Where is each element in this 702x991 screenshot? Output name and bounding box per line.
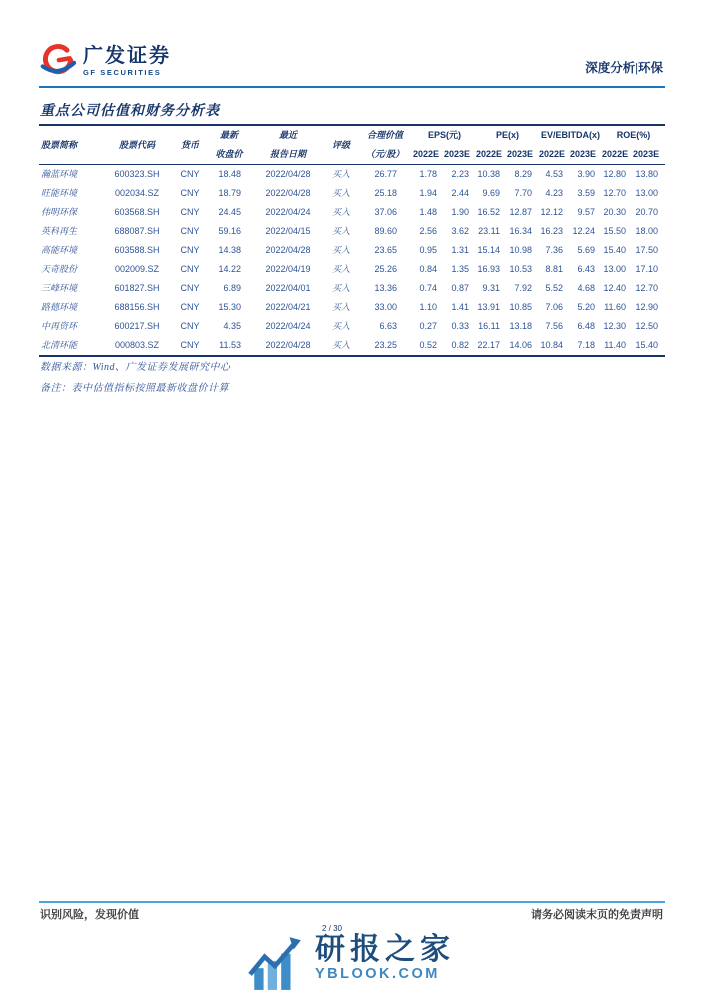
roe-2023e-value: 18.00 bbox=[635, 226, 659, 236]
fair-value: 13.36 bbox=[374, 283, 397, 293]
currency-value: CNY bbox=[180, 321, 200, 331]
eps-2022e-value: 1.48 bbox=[419, 207, 437, 217]
table-row bbox=[39, 279, 665, 298]
rating-value: 买入 bbox=[331, 302, 350, 312]
roe-2023e-value: 13.00 bbox=[635, 188, 659, 198]
pe-2022e-value: 16.52 bbox=[477, 207, 501, 217]
rating-value: 买入 bbox=[331, 245, 350, 255]
stock-name: 英科再生 bbox=[41, 226, 78, 236]
table-header bbox=[39, 125, 665, 165]
col-header-close-price bbox=[207, 125, 251, 165]
close-price-value: 14.22 bbox=[218, 264, 241, 274]
report-date-value: 2022/04/24 bbox=[265, 207, 311, 217]
stock-code: 002034.SZ bbox=[114, 188, 160, 198]
roe-2022e-value: 12.70 bbox=[603, 188, 627, 198]
footer-divider-rule bbox=[39, 901, 665, 903]
pe-2022e-value: 16.93 bbox=[477, 264, 501, 274]
stock-code: 600323.SH bbox=[101, 165, 173, 185]
pe-2023e-value: 10.53 bbox=[509, 264, 533, 274]
rating-value: 买入 bbox=[331, 321, 350, 331]
brand-logo bbox=[40, 43, 171, 79]
roe-2023e-value: 12.90 bbox=[635, 302, 659, 312]
close-price-value: 11.53 bbox=[219, 340, 241, 350]
valuation-table bbox=[39, 124, 665, 357]
table-row bbox=[39, 317, 665, 336]
eps-2023e-value: 3.62 bbox=[451, 226, 470, 236]
ev-ebitda-2023e-value: 4.68 bbox=[577, 283, 596, 293]
pe-2023e-value: 10.98 bbox=[509, 245, 533, 255]
roe-2022e-value: 20.30 bbox=[603, 207, 627, 217]
pe-2022e-value: 23.11 bbox=[478, 226, 501, 236]
eps-2022e-value: 0.84 bbox=[419, 264, 437, 274]
currency-value: CNY bbox=[180, 245, 200, 255]
stock-name: 天奇股份 bbox=[41, 264, 78, 274]
stock-code: 002009.SZ bbox=[114, 264, 160, 274]
roe-2023e-value: 20.70 bbox=[635, 207, 659, 217]
roe-2022e-value: 12.30 bbox=[603, 321, 627, 331]
rating-value: 买入 bbox=[331, 188, 350, 198]
watermark bbox=[0, 933, 702, 990]
watermark-name-en: YBLOOK.COM bbox=[315, 966, 440, 982]
table-title: 重点公司估值和财务分析表 bbox=[40, 104, 220, 119]
table-body bbox=[39, 165, 665, 357]
currency-value: CNY bbox=[180, 264, 200, 274]
close-price-value: 59.16 bbox=[218, 226, 241, 236]
col-header-roe-2022e: 2022E bbox=[602, 149, 629, 159]
data-source-note: 数据来源：Wind、广发证券发展研究中心 bbox=[40, 362, 231, 373]
col-header-pe-2023e: 2023E bbox=[507, 149, 534, 159]
table-row bbox=[39, 298, 665, 317]
pe-2022e-value: 9.69 bbox=[482, 188, 501, 198]
roe-2023e-value: 15.40 bbox=[635, 340, 659, 350]
roe-2022e-value: 11.60 bbox=[604, 302, 627, 312]
col-header-pe-2022e: 2022E bbox=[476, 149, 503, 159]
pe-2022e-value: 9.31 bbox=[482, 283, 501, 293]
eps-2023e-value: 1.90 bbox=[451, 207, 470, 217]
eps-2023e-value: 0.82 bbox=[451, 340, 470, 350]
fair-value: 25.18 bbox=[374, 188, 397, 198]
fair-value: 25.26 bbox=[374, 264, 397, 274]
stock-name: 中再资环 bbox=[41, 321, 78, 331]
bar-chart-arrow-icon bbox=[247, 936, 305, 990]
stock-name: 瀚蓝环境 bbox=[39, 165, 101, 185]
fair-value: 37.06 bbox=[374, 207, 397, 217]
col-group-ev-ebitda: EV/EBITDA(x) bbox=[541, 130, 601, 140]
stock-code: 600217.SH bbox=[114, 321, 160, 331]
pe-2023e-value: 7.92 bbox=[514, 283, 533, 293]
report-date-value: 2022/04/21 bbox=[265, 302, 311, 312]
table-row bbox=[39, 336, 665, 356]
report-date-value: 2022/04/28 bbox=[265, 188, 311, 198]
stock-code: 601827.SH bbox=[114, 283, 160, 293]
currency-value: CNY bbox=[180, 283, 200, 293]
table-row bbox=[39, 222, 665, 241]
ev-ebitda-2023e-value: 3.59 bbox=[577, 188, 596, 198]
ev-ebitda-2022e-value: 7.56 bbox=[545, 321, 564, 331]
currency-value: CNY bbox=[180, 188, 200, 198]
col-header-stock-code: 股票代码 bbox=[118, 139, 155, 150]
rating-value: 买入 bbox=[331, 264, 350, 274]
close-price-value: 6.89 bbox=[223, 283, 241, 293]
ev-ebitda-2022e-value: 16.23 bbox=[540, 226, 564, 236]
col-header-ev-2023e: 2023E bbox=[570, 149, 597, 159]
pe-2022e-value: 13.91 bbox=[477, 302, 501, 312]
ev-ebitda-2022e-value: 7.06 bbox=[545, 302, 564, 312]
remark-note: 备注：表中估值指标按照最新收盘价计算 bbox=[40, 383, 229, 394]
pe-2023e-value: 16.34 bbox=[509, 226, 533, 236]
ev-ebitda-2023e-value: 6.48 bbox=[577, 321, 596, 331]
rating-value: 买入 bbox=[331, 207, 350, 217]
col-header-report-line2: 报告日期 bbox=[269, 149, 306, 159]
currency-value: CNY bbox=[180, 302, 200, 312]
close-price-value: 4.35 bbox=[223, 321, 241, 331]
eps-2023e-value: 0.87 bbox=[451, 283, 470, 293]
col-group-eps: EPS(元) bbox=[428, 130, 462, 140]
stock-name: 北清环能 bbox=[41, 340, 78, 350]
ev-ebitda-2023e-value: 6.43 bbox=[577, 264, 596, 274]
col-header-fair-value bbox=[357, 125, 413, 165]
close-price-value: 18.79 bbox=[218, 188, 241, 198]
fair-value: 89.60 bbox=[374, 226, 397, 236]
pe-2023e-value: 14.06 bbox=[509, 340, 533, 350]
stock-name: 高能环境 bbox=[41, 245, 78, 255]
eps-2022e-value: 0.52 bbox=[419, 340, 437, 350]
col-group-pe: PE(x) bbox=[496, 130, 520, 140]
col-header-stock-name: 股票简称 bbox=[41, 139, 78, 150]
ev-ebitda-2022e-value: 10.84 bbox=[540, 340, 564, 350]
col-header-report-line1: 最近 bbox=[278, 130, 297, 140]
col-header-report-date bbox=[251, 125, 325, 165]
roe-2023e-value: 17.10 bbox=[635, 264, 659, 274]
close-price-value: 14.38 bbox=[218, 245, 241, 255]
fair-value: 33.00 bbox=[374, 302, 397, 312]
report-date-value: 2022/04/28 bbox=[265, 340, 311, 350]
table-row bbox=[39, 165, 665, 185]
report-date-value: 2022/04/15 bbox=[265, 226, 311, 236]
ev-ebitda-2022e-value: 12.12 bbox=[540, 207, 564, 217]
close-price-value: 15.30 bbox=[218, 302, 241, 312]
roe-2022e-value: 12.40 bbox=[603, 283, 627, 293]
ev-ebitda-2023e-value: 7.18 bbox=[577, 340, 596, 350]
close-price-value: 24.45 bbox=[218, 207, 241, 217]
stock-name: 三峰环境 bbox=[41, 283, 78, 293]
roe-2023e-value: 17.50 bbox=[635, 245, 659, 255]
close-price-value: 18.48 bbox=[207, 165, 251, 185]
table-row bbox=[39, 184, 665, 203]
stock-code: 688087.SH bbox=[114, 226, 160, 236]
ev-ebitda-2023e-value: 5.20 bbox=[577, 302, 596, 312]
page-number: 2 / 30 bbox=[321, 924, 342, 933]
col-header-fair-line2: （元/股） bbox=[365, 149, 405, 159]
roe-2022e-value: 11.40 bbox=[604, 340, 627, 350]
header-divider-rule bbox=[39, 86, 665, 88]
stock-name: 伟明环保 bbox=[41, 207, 78, 217]
gf-securities-logo-icon bbox=[40, 43, 76, 79]
col-header-currency: 货币 bbox=[180, 139, 199, 150]
pe-2022e-value: 10.38 bbox=[476, 165, 507, 185]
stock-name: 旺能环境 bbox=[41, 188, 78, 198]
ev-ebitda-2023e-value: 9.57 bbox=[577, 207, 596, 217]
pe-2022e-value: 16.11 bbox=[478, 321, 501, 331]
pe-2022e-value: 22.17 bbox=[477, 340, 501, 350]
pe-2023e-value: 13.18 bbox=[509, 321, 533, 331]
footer-disclaimer: 请务必阅读末页的免责声明 bbox=[531, 909, 663, 921]
roe-2023e-value: 12.70 bbox=[635, 283, 659, 293]
eps-2023e-value: 1.41 bbox=[451, 302, 470, 312]
ev-ebitda-2022e-value: 7.36 bbox=[545, 245, 564, 255]
roe-2023e-value: 13.80 bbox=[633, 165, 665, 185]
report-date-value: 2022/04/28 bbox=[265, 245, 311, 255]
ev-ebitda-2022e-value: 4.53 bbox=[539, 165, 570, 185]
watermark-text bbox=[315, 933, 455, 983]
eps-2022e-value: 2.56 bbox=[419, 226, 437, 236]
eps-2023e-value: 2.44 bbox=[451, 188, 470, 198]
table-header-row-groups bbox=[39, 125, 665, 145]
eps-2022e-value: 1.78 bbox=[413, 165, 444, 185]
brand-text bbox=[83, 45, 171, 77]
fair-value: 6.63 bbox=[379, 321, 397, 331]
col-header-fair-line1: 合理价值 bbox=[366, 130, 403, 140]
eps-2023e-value: 1.31 bbox=[451, 245, 470, 255]
currency-value: CNY bbox=[180, 340, 200, 350]
fair-value: 26.77 bbox=[357, 165, 413, 185]
fair-value: 23.65 bbox=[374, 245, 397, 255]
ev-ebitda-2023e-value: 5.69 bbox=[577, 245, 596, 255]
eps-2023e-value: 0.33 bbox=[451, 321, 470, 331]
ev-ebitda-2023e-value: 3.90 bbox=[570, 165, 602, 185]
col-header-close-line2: 收盘价 bbox=[215, 149, 243, 159]
report-date-value: 2022/04/19 bbox=[265, 264, 311, 274]
table-row bbox=[39, 260, 665, 279]
brand-name-en: GF SECURITIES bbox=[83, 68, 162, 77]
ev-ebitda-2022e-value: 8.81 bbox=[545, 264, 564, 274]
eps-2022e-value: 0.95 bbox=[419, 245, 437, 255]
currency-value: CNY bbox=[173, 165, 207, 185]
rating-value: 买入 bbox=[325, 165, 357, 185]
col-header-rating: 评级 bbox=[331, 139, 350, 150]
eps-2023e-value: 2.23 bbox=[444, 165, 476, 185]
stock-name: 路德环境 bbox=[41, 302, 78, 312]
report-date-value: 2022/04/01 bbox=[265, 283, 311, 293]
currency-value: CNY bbox=[180, 226, 200, 236]
pe-2023e-value: 7.70 bbox=[514, 188, 533, 198]
pe-2023e-value: 8.29 bbox=[507, 165, 539, 185]
col-header-eps-2022e: 2022E bbox=[413, 149, 440, 159]
eps-2022e-value: 0.27 bbox=[419, 321, 437, 331]
eps-2022e-value: 1.94 bbox=[419, 188, 437, 198]
report-type-sector-label: 深度分析|环保 bbox=[585, 61, 663, 75]
roe-2022e-value: 15.40 bbox=[603, 245, 627, 255]
pe-2023e-value: 10.85 bbox=[509, 302, 533, 312]
pe-2022e-value: 15.14 bbox=[477, 245, 501, 255]
roe-2023e-value: 12.50 bbox=[635, 321, 659, 331]
stock-code: 000803.SZ bbox=[114, 340, 160, 350]
currency-value: CNY bbox=[180, 207, 200, 217]
table-row bbox=[39, 203, 665, 222]
roe-2022e-value: 13.00 bbox=[603, 264, 627, 274]
report-date-value: 2022/04/24 bbox=[265, 321, 311, 331]
ev-ebitda-2022e-value: 4.23 bbox=[545, 188, 564, 198]
ev-ebitda-2023e-value: 12.24 bbox=[572, 226, 596, 236]
roe-2022e-value: 12.80 bbox=[602, 165, 633, 185]
col-header-eps-2023e: 2023E bbox=[444, 149, 471, 159]
watermark-name-cn: 研报之家 bbox=[315, 933, 455, 966]
col-group-roe: ROE(%) bbox=[616, 130, 651, 140]
stock-code: 603588.SH bbox=[114, 245, 160, 255]
stock-code: 603568.SH bbox=[114, 207, 160, 217]
col-header-close-line1: 最新 bbox=[219, 130, 238, 140]
col-header-ev-2022e: 2022E bbox=[539, 149, 566, 159]
footer-slogan: 识别风险，发现价值 bbox=[40, 909, 139, 921]
rating-value: 买入 bbox=[331, 226, 350, 236]
fair-value: 23.25 bbox=[374, 340, 397, 350]
roe-2022e-value: 15.50 bbox=[603, 226, 627, 236]
eps-2022e-value: 0.74 bbox=[419, 283, 437, 293]
rating-value: 买入 bbox=[331, 283, 350, 293]
rating-value: 买入 bbox=[331, 340, 350, 350]
col-header-roe-2023e: 2023E bbox=[633, 149, 660, 159]
ev-ebitda-2022e-value: 5.52 bbox=[545, 283, 564, 293]
table-row bbox=[39, 241, 665, 260]
report-date-value: 2022/04/28 bbox=[251, 165, 325, 185]
brand-name-cn: 广发证券 bbox=[83, 45, 171, 67]
pe-2023e-value: 12.87 bbox=[509, 207, 533, 217]
eps-2023e-value: 1.35 bbox=[451, 264, 470, 274]
eps-2022e-value: 1.10 bbox=[419, 302, 437, 312]
stock-code: 688156.SH bbox=[114, 302, 160, 312]
